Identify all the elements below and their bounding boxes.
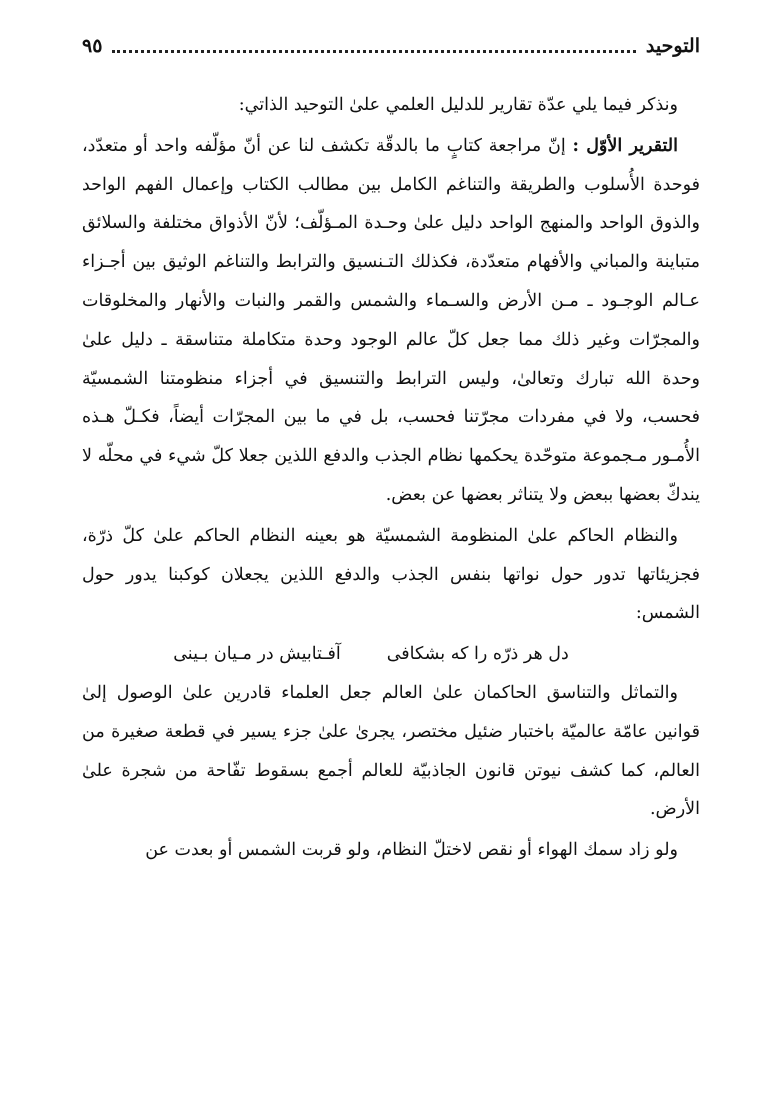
chapter-title: التوحيد: [645, 35, 700, 57]
paragraph-air-thickness: ولو زاد سمك الهواء أو نقص لاختلّ النظام، ولو قربت الشمس أو بعدت عن: [145, 840, 678, 861]
book-page: [82, 0, 700, 1096]
paragraph-report-1: [82, 127, 700, 515]
report-1-heading: التقرير الأوّل :: [572, 135, 678, 156]
running-header: [82, 30, 700, 62]
page-number: ٩٥: [82, 35, 103, 57]
paragraph-solar-system: والنظام الحاكم علىٰ المنظومة الشمسيّة هو بعينه النظام الحاكم علىٰ كلّ ذرّة، فجزيئاتها تدور حول نواتها بنفس الجذب والدفع اللذين يجعلان كوكبنا يدور حول الشمس:: [82, 525, 700, 624]
paragraph-intro: ونذكر فيما يلي عدّة تقارير للدليل العلمي علىٰ التوحيد الذاتي:: [238, 95, 678, 115]
report-1-text: إنّ مراجعة كتابٍ ما بالدقّة تكشف لنا عن أنّ مؤلّفه واحد أو متعدّد، فوحدة الأُسلوب والطريقة والتناغم الكامل بين مطالب الكتاب وإعمال الفهم الواحد والذوق الواحد والمنهج الواحد دليل علىٰ وحـدة المـؤلّف؛ لأنّ الأذواق مختلفة والسلائق متباينة والمباني والأفهام متعدّدة، فكذلك التـنسيق والترابط والتناغم الوثيق بين أجـزاء عـالم الوجـود ـ مـن الأرض والسـماء والشمس والقمر والنبات والأنهار والمخلوقات والمجرّات وغير ذلك مما جعل كلّ عالم الوجود وحدة متكاملة متناسقة ـ دليل علىٰ وحدة الله تبارك وتعالىٰ، وليس الترابط والتنسيق في أجزاء منظومتنا الشمسيّة فحسب، ولا في مفردات مجرّتنا فحسب، بل في ما بين المجرّات أيضاً، فكـلّ هـذه الأُمـور مـجموعة متوحّدة يحكمها نظام الجذب والدفع اللذين جعلا كلّ شيء في محلّه لا يندكّ بعضها ببعض ولا يتناثر بعضها عن بعض.: [82, 135, 700, 505]
header-leader-dots: [112, 50, 636, 53]
page-body: [82, 86, 700, 870]
verse-hemistich-2: آفـتابيش در مـيان بـينى: [173, 644, 341, 665]
persian-verse: [82, 635, 700, 674]
paragraph-universal-laws: والتماثل والتناسق الحاكمان علىٰ العالم جعل العلماء قادرين علىٰ الوصول إلىٰ قوانين عامّة عالميّة باختبار ضئيل مختصر، يجرىٰ علىٰ جزء يسير في قطعة صغيرة من العالم، كما كشف نيوتن قانون الجاذبيّة للعالم أجمع بسقوط تفّاحة من شجرة علىٰ الأرض.: [82, 682, 700, 820]
verse-hemistich-1: دل هر ذرّه را كه بشكافى: [386, 644, 569, 665]
